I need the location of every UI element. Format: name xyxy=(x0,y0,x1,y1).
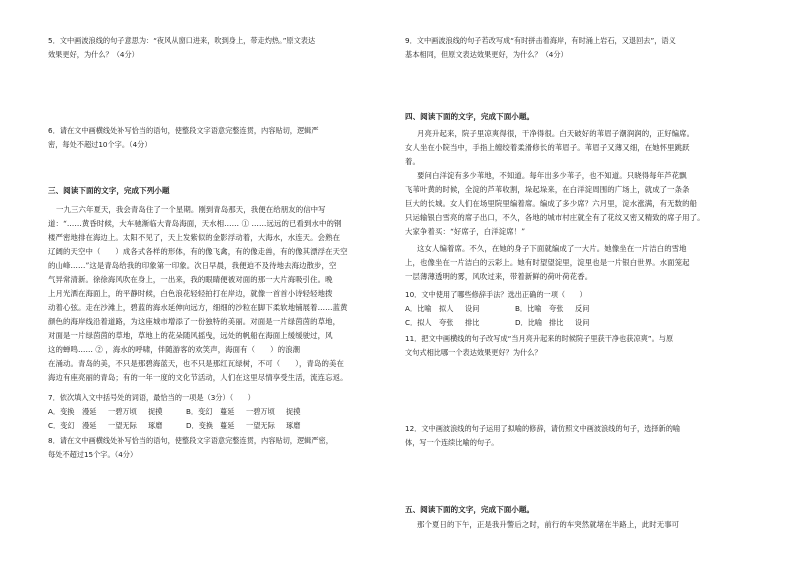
question-7: 7．依次填入文中括号处的词语，最恰当的一项是（3分）（ ） xyxy=(48,393,255,402)
passage-4-line: 只运输银白雪亮的席子出口，不久，各地的城市村庄就全有了花纹又密又精致的席子用了。 xyxy=(405,213,705,222)
question-10: 10．文中使用了哪些修辞手法？选出正确的一项（ ） xyxy=(405,290,587,299)
question-12-line: 12．文中画波浪线的句子运用了拟喻的修辞，请仿照文中画波浪线的句子，选择新的喻 xyxy=(405,424,681,433)
passage-3-line: 道：“……黄昏时候，大车驰渐临大青岛海面，天水相…… ① ……远远的已看到水中的钢 xyxy=(48,219,342,228)
passage-4-line: 要问白洋淀有多少苇地，不知道。每年出多少苇子，也不知道。只晓得每年芦花飘 xyxy=(417,171,687,180)
question-11-line: 文句式相比哪一个表达效果更好？为什么？ xyxy=(405,348,542,357)
question-9-line: 基本相同，但原文表达效果更好，为什么？（4分） xyxy=(405,50,568,59)
question-12-line: 体，写一个连续比喻的句子。 xyxy=(405,438,499,447)
passage-4-line: 上，也像坐在一片洁白的云彩上。她有时望望淀里，淀里也是一片银白世界。水面笼起 xyxy=(405,258,690,267)
right-column: 9．文中画波浪线的句子若改写成“有时拼击着海岸，有时涌上岩石，又退回去”，语义 基本相同，但原文表达效果更好，为什么？（4分） 四、阅读下面的文字，完成下面小题。 月亮升起来，院子里凉爽得很，干净得很。白天破好的苇眉子潮润润的，正好编席。 女人坐在小院当中，手指上缠绞着柔滑修长的苇眉子。苇眉子又薄又细，在她怀里跳跃 着。 要问白洋淀有多少苇地，不知道。每年出多少苇子，也不知道。只晓得每年芦花飘 飞苇叶黄的时候，全淀的芦苇收割，垛起垛来，在白洋淀周围的广场上，就成了一条条 巨大的长城。女人们在场里院里编着席。编成了多少席？六月里，淀水涨满，有无数的船 只运输银白雪亮的席子出口，不久，各地的城市村庄就全有了花纹又密又精致的席子用了。 大家争着买：“好席子，白洋淀席！” 这女人编着席。不久，在她的身子下面就编成了一大片。她像坐在一片洁白的雪地 上，也像坐在一片洁白的云彩上。她有时望望淀里，淀里也是一片银白世界。水面笼起 一层薄薄透明的雾，风吹过来，带着新鲜的荷叶荷花香。 10．文中使用了哪些修辞手法？选出正确的一项（ ） A．比喻 拟人 设问 B．比喻 夸张 反问 C．拟人 夸张 排比 D．比喻 排比 设问 11．把文中画横线的句子改写成“当月亮升起来的时候院子里获干净也获凉爽”。与原 文句式相比哪一个表达效果更好？为什么？ 12．文中画波浪线的句子运用了拟喻的修辞，请仿照文中画波浪线的句子，选择新的喻 体，写一个连续比喻的句子。 五、阅读下面的文字，完成下面小题。 那个夏日的下午，正是我升警后之时，前行的车突然就堵在半路上，此时无事可 xyxy=(405,36,705,529)
passage-5-line: 那个夏日的下午，正是我升警后之时，前行的车突然就堵在半路上，此时无事可 xyxy=(417,520,680,529)
passage-3-line: 上月光洒在海面上，的平静时候，白色浪花轻轻拍打在岸边，就像一首首小诗轻轻地拨 xyxy=(48,289,333,298)
section-5-title: 五、阅读下面的文字，完成下面小题。 xyxy=(405,505,535,514)
passage-3-line: 这的蝉鸣…… ② ，海水的呼啸，伴随游客的欢笑声，海面有（ ）的浪潮 xyxy=(48,345,301,354)
passage-4-line: 这女人编着席。不久，在她的身子下面就编成了一大片。她像坐在一片洁白的雪地 xyxy=(417,244,687,253)
passage-3-line: 楼严密地排在海边上。太阳不见了，天上发紫似的金影浮动着，大海水，水连天。会熟在 xyxy=(48,233,341,242)
passage-3-line: 辽阔的天空中（ ）成各式各样的形体，有的像飞禽，有的像走兽，有的像其漂浮在天空 xyxy=(48,247,348,256)
passage-4-line: 女人坐在小院当中，手指上缠绞着柔滑修长的苇眉子。苇眉子又薄又细，在她怀里跳跃 xyxy=(405,143,690,152)
left-column: 5．文中画波浪线的句子意思为：“夜风从窗口进来，吹到身上，带走灼热。”原文表达 效果更好，为什么？（4分） 6．请在文中画横线处补写恰当的语句，使整段文字语意完整连贯，内容贴切，逻辑严 密，每处不超过10个字。（4分） 三、阅读下面的文字，完成下列小题 一九三六年夏天，我会青岛住了一个星期。刚到青岛那天，我便在给朋友的信中写 道：“……黄昏时候，大车驰渐临大青岛海面，天水相…… ① ……远远的已看到水中的钢 楼严密地排在海边上。太阳不见了，天上发紫似的金影浮动着，大海水，水连天。会熟在 辽阔的天空中（ ）成各式各样的形体，有的像飞禽，有的像走兽，有的像其漂浮在天空 的山峰……”这是青岛给我的印象第一印象。次日早晨，我便迫不及待地去海边散步，空 气异常清新。徐徐海风吹在身上，一出来，我的眼睛便被对面的那一大片海吸引住。晚 上月光洒在海面上，的平静时候，白色浪花轻轻拍打在岸边，就像一首首小诗轻轻地拨 动着心弦。走在沙滩上，碧蓝的海水延伸向远方，细细的沙粒在脚下柔软地铺展着……蓝黄 颜色的海岸线沿着道路，为这座城市增添了一份独特的美丽。对面是一片绿茵茵的草地， 对面是一片绿茵茵的草地，草地上的花朵随风摇曳，远处的帆船在海面上缓缓驶过，风 这的蝉鸣…… ② ，海水的呼啸，伴随游客的欢笑声，海面有（ ）的浪潮 在涌动。青岛的美，不只是那碧海蓝天，也不只是那红瓦绿树，不可（ ），青岛的美在 海边有座亮丽的青岛；有的一年一度的文化节活动，人们在这里尽情享受生活，流连忘返。 7．依次填入文中括号处的词语，最恰当的一项是（3分）（ ） A．变换 漫延 一碧万顷 捉摸 B．变幻 蔓延 一碧万顷 捉摸 C．变幻 漫延 一望无际 琢磨 D．变换 蔓延 一望无际 琢磨 8．请在文中画横线处补写恰当的语句，使整段文字语意完整连贯，内容贴切，逻辑严密， 每处不超过15个字。（4分） xyxy=(48,36,348,459)
passage-3-line: 海边有座亮丽的青岛；有的一年一度的文化节活动，人们在这里尽情享受生活，流连忘返。 xyxy=(48,373,348,382)
passage-4-line: 飞苇叶黄的时候，全淀的芦苇收割，垛起垛来，在白洋淀周围的广场上，就成了一条条 xyxy=(405,185,690,194)
passage-4-line: 巨大的长城。女人们在场里院里编着席。编成了多少席？六月里，淀水涨满，有无数的船 xyxy=(405,199,698,208)
question-5-line: 效果更好，为什么？（4分） xyxy=(48,50,139,59)
passage-3-line: 气异常清新。徐徐海风吹在身上，一出来，我的眼睛便被对面的那一大片海吸引住。晚 xyxy=(48,275,333,284)
passage-4-line: 一层薄薄透明的雾，风吹过来，带着新鲜的荷叶荷花香。 xyxy=(405,272,593,281)
question-6-line: 密，每处不超过10个字。（4分） xyxy=(48,140,152,149)
question-8-line: 8．请在文中画横线处补写恰当的语句，使整段文字语意完整连贯，内容贴切，逻辑严密， xyxy=(48,436,333,445)
question-5-line: 5．文中画波浪线的句子意思为：“夜风从窗口进来，吹到身上，带走灼热。”原文表达 xyxy=(48,36,316,45)
passage-3-line: 一九三六年夏天，我会青岛住了一个星期。刚到青岛那天，我便在给朋友的信中写 xyxy=(56,205,326,214)
passage-3-line: 在涌动。青岛的美，不只是那碧海蓝天，也不只是那红瓦绿树，不可（ ），青岛的美在 xyxy=(48,359,344,368)
section-3-title: 三、阅读下面的文字，完成下列小题 xyxy=(48,186,170,195)
passage-4-line: 大家争着买：“好席子，白洋淀席！” xyxy=(405,227,526,236)
passage-3-line: 对面是一片绿茵茵的草地，草地上的花朵随风摇曳，远处的帆船在海面上缓缓驶过，风 xyxy=(48,331,333,340)
passage-3-line: 颜色的海岸线沿着道路，为这座城市增添了一份独特的美丽。对面是一片绿茵茵的草地， xyxy=(48,317,341,326)
passage-3-line: 的山峰……”这是青岛给我的印象第一印象。次日早晨，我便迫不及待地去海边散步，空 xyxy=(48,261,337,270)
passage-4-line: 月亮升起来，院子里凉爽得很，干净得很。白天破好的苇眉子潮润润的，正好编席。 xyxy=(417,129,695,138)
question-8-line: 每处不超过15个字。（4分） xyxy=(48,450,138,459)
passage-4-line: 着。 xyxy=(405,157,420,166)
section-4-title: 四、阅读下面的文字，完成下面小题。 xyxy=(405,112,535,121)
question-6-line: 6．请在文中画横线处补写恰当的语句，使整段文字语意完整连贯，内容贴切，逻辑严 xyxy=(48,126,319,135)
question-11-line: 11．把文中画横线的句子改写成“当月亮升起来的时候院子里获干净也获凉爽”。与原 xyxy=(405,334,674,343)
question-9-line: 9．文中画波浪线的句子若改写成“有时拼击着海岸，有时涌上岩石，又退回去”，语义 xyxy=(405,36,676,45)
passage-3-line: 动着心弦。走在沙滩上，碧蓝的海水延伸向远方，细细的沙粒在脚下柔软地铺展着……蓝黄 xyxy=(48,303,348,312)
